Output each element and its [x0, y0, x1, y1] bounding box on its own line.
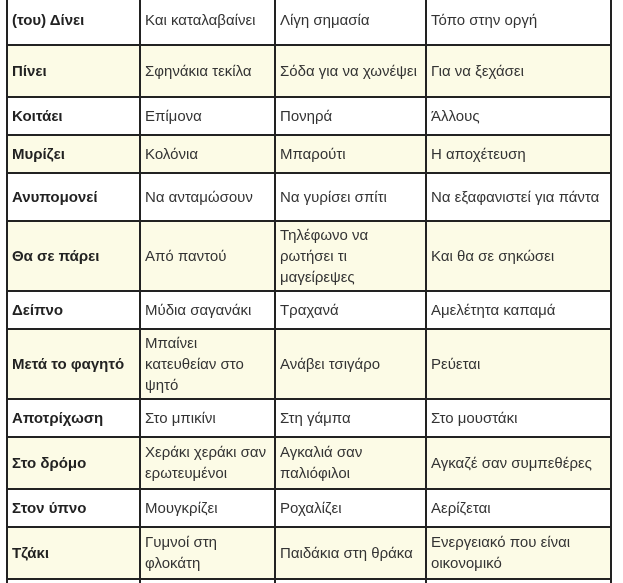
- row-heading: Τζάκι: [7, 527, 140, 579]
- row-heading: (του) Δίνει: [7, 0, 140, 45]
- table-row: [7, 399, 611, 437]
- table-cell: Από παντού: [140, 221, 275, 291]
- row-heading: Κοιτάει: [7, 97, 140, 135]
- table-cell: Τηλέφωνο να ρωτήσει τι μαγείρεψες: [275, 221, 426, 291]
- row-heading: Θα σε πάρει: [7, 221, 140, 291]
- table-cell: Μύδια σαγανάκι: [140, 291, 275, 329]
- table-row: [7, 97, 611, 135]
- table-cell: Αγκαλιά σαν παλιόφιλοι: [275, 437, 426, 489]
- table-cell: Στο μπικίνι: [140, 399, 275, 437]
- table-row: [7, 329, 611, 399]
- table-cell: Η αποχέτευση: [426, 135, 611, 173]
- row-heading: Μετά το φαγητό: [7, 329, 140, 399]
- table-cell: Χεράκι χεράκι σαν ερωτευμένοι: [140, 437, 275, 489]
- table-cell: Παιδάκια στη θράκα: [275, 527, 426, 579]
- table-row: [7, 135, 611, 173]
- table-cell: Να ανταμώσουν: [140, 173, 275, 221]
- table-cell: Ρεύεται: [426, 329, 611, 399]
- table-cell: Τραχανά: [275, 291, 426, 329]
- row-heading: Δείπνο: [7, 291, 140, 329]
- table-row: [7, 437, 611, 489]
- table-cell: Επίμονα: [140, 97, 275, 135]
- table-row: [7, 221, 611, 291]
- table-cell: Αμελέτητα καπαμά: [426, 291, 611, 329]
- table-cell: Ενεργειακό που είναι οικονομικό: [426, 527, 611, 579]
- table-row: [7, 489, 611, 527]
- table-cell: Ανάβει τσιγάρο: [275, 329, 426, 399]
- table-cell: [426, 579, 611, 583]
- table-cell: Μπαίνει κατευθείαν στο ψητό: [140, 329, 275, 399]
- table-cell: Στο μουστάκι: [426, 399, 611, 437]
- table-cell: Γυμνοί στη φλοκάτη: [140, 527, 275, 579]
- table-row: [7, 45, 611, 97]
- table-cell: Μουγκρίζει: [140, 489, 275, 527]
- row-heading: Αποτρίχωση: [7, 399, 140, 437]
- table-row: [7, 173, 611, 221]
- table-cell: Μπαρούτι: [275, 135, 426, 173]
- table-cell: Και θα σε σηκώσει: [426, 221, 611, 291]
- table-body: [7, 0, 611, 583]
- table-cell: Αερίζεται: [426, 489, 611, 527]
- table-cell: Τόπο στην οργή: [426, 0, 611, 45]
- comparison-table: [6, 0, 612, 583]
- table-cell: Άλλους: [426, 97, 611, 135]
- table-cell: [275, 579, 426, 583]
- table-row: [7, 527, 611, 579]
- table-cell: Σφηνάκια τεκίλα: [140, 45, 275, 97]
- table-cell: Να γυρίσει σπίτι: [275, 173, 426, 221]
- table-cell: Στη γάμπα: [275, 399, 426, 437]
- table-cell: Ροχαλίζει: [275, 489, 426, 527]
- row-heading: Ανυπομονεί: [7, 173, 140, 221]
- table-cell: Κολόνια: [140, 135, 275, 173]
- table-row: [7, 0, 611, 45]
- table-row: [7, 291, 611, 329]
- row-heading: Στον ύπνο: [7, 489, 140, 527]
- table-cell: Σόδα για να χωνέψει: [275, 45, 426, 97]
- table-cell: Λίγη σημασία: [275, 0, 426, 45]
- table-cell: Και καταλαβαίνει: [140, 0, 275, 45]
- table-cell: Να εξαφανιστεί για πάντα: [426, 173, 611, 221]
- row-heading: Μυρίζει: [7, 135, 140, 173]
- table-cell: Αγκαζέ σαν συμπεθέρες: [426, 437, 611, 489]
- table-cell: [7, 579, 140, 583]
- table-cell: [140, 579, 275, 583]
- row-heading: Στο δρόμο: [7, 437, 140, 489]
- table-row-cut-off: [7, 579, 611, 583]
- row-heading: Πίνει: [7, 45, 140, 97]
- table-cell: Για να ξεχάσει: [426, 45, 611, 97]
- table-cell: Πονηρά: [275, 97, 426, 135]
